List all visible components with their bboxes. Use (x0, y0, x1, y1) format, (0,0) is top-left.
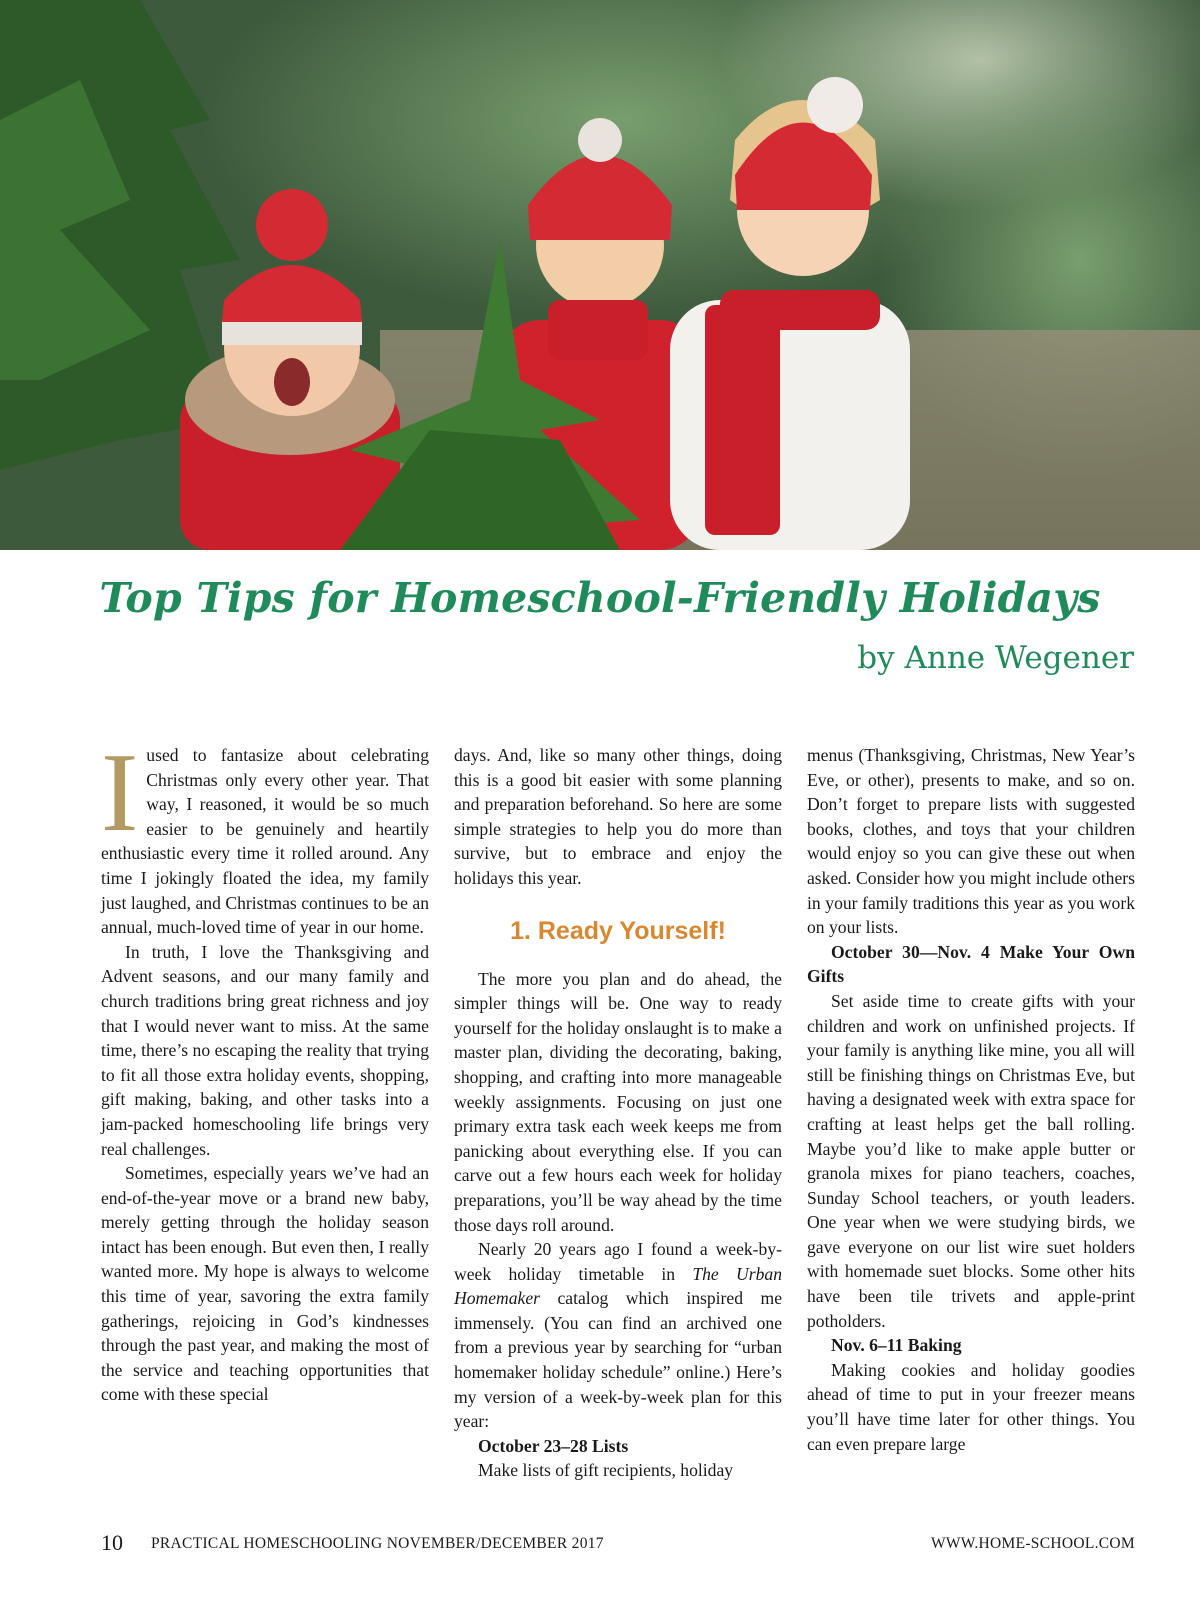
website-url: WWW.HOME-SCHOOL.COM (930, 1535, 1135, 1552)
paragraph: Make lists of gift recipients, holiday (478, 1460, 734, 1481)
paragraph: used to fantasize about celebrating Christmas only every other year. That way, I reasoned, it would be so much easier to be genuinely and heartily enthusiastic every time it rolled around. Any time I jokingly floated the idea, my family just laughed, and Christmas continues to be an annual, much-loved time of year in our home. (101, 745, 429, 938)
drop-cap: I (101, 731, 139, 855)
paragraph: Set aside time to create gifts with your children and work on unfinished projects. If your family is anything like mine, you all will still be finishing things on Christmas Eve, but having a designated week with extra space for crafting at least helps get the ball rolling. Maybe you’d like to make apple butter or granola mixes for piano teachers, coaches, Sunday School teachers, or youth leaders. One year when we were studying birds, we gave everyone on our list wire suet holders with homemade suet blocks. Some other hits have been tile trivets and apple-print potholders. (807, 990, 1135, 1331)
schedule-heading: October 23–28 Lists (478, 1435, 629, 1456)
article-column-1 (101, 731, 429, 1407)
paragraph: Making cookies and holiday goodies ahead of time to put in your freezer means you’ll have time later for other things. You can even prepare large (807, 1359, 1135, 1454)
article-byline: by Anne Wegener (857, 640, 1134, 676)
page-number: 10 (101, 1530, 123, 1555)
catalog-title: The Urban Homemaker (454, 1263, 783, 1309)
paragraph: In truth, I love the Thanksgiving and Advent seasons, and our many family and church traditions bring great richness and joy that I would never want to miss. At the same time, there’s no escaping the reality that trying to fit all those extra holiday events, shopping, gift making, baking, and other tasks into a jam-packed homeschooling life brings very real challenges. (101, 941, 429, 1159)
article-column-2 (454, 743, 782, 1483)
schedule-heading: October 30––Nov. 4 Make Your Own Gifts (807, 941, 1135, 987)
paragraph: Sometimes, especially years we’ve had an end-of-the-year move or a brand new baby, merely getting through the holiday season intact has been enough. But even then, I really wanted more. My hope is always to welcome this time of year, savoring the extra family gatherings, rejoicing in God’s kindnesses through the past year, and making the most of the service and teaching opportunities that come with these special (101, 1163, 429, 1405)
page-footer (101, 1530, 1135, 1558)
text-run: catalog which inspired me immensely. (You can find an archived one from a previous year by searching for “urban homemaker holiday schedule” online.) Here’s my version of a week-by-week plan for this year: (454, 1288, 782, 1432)
magazine-issue: PRACTICAL HOMESCHOOLING NOVEMBER/DECEMBER 2017 (151, 1535, 604, 1552)
paragraph: menus (Thanksgiving, Christmas, New Year’s Eve, or other), presents to make, and so on. Don’t forget to prepare lists with suggested books, clothes, and toys that your children would enjoy so you can give these out when asked. Consider how you might include others in your family traditions this year as you work on your lists. (807, 745, 1135, 938)
paragraph: The more you plan and do ahead, the simpler things will be. One way to ready yourself for the holiday onslaught is to make a master plan, dividing the decorating, baking, shopping, and crafting into more manageable weekly assignments. Focusing on just one primary extra task each week keeps me from panicking about everything else. If you can carve out a few hours each week for holiday preparations, you’ll be way ahead by the time those days roll around. (454, 968, 782, 1235)
schedule-heading: Nov. 6–11 Baking (831, 1335, 962, 1356)
section-heading: 1. Ready Yourself! (510, 916, 726, 945)
hero-photo (0, 0, 1200, 550)
article-title: Top Tips for Homeschool-Friendly Holidays (99, 574, 1101, 622)
article-column-3 (807, 743, 1135, 1456)
paragraph (454, 1237, 782, 1434)
text-run: Nearly 20 years ago I found a week-by-week holiday timetable in (454, 1239, 782, 1284)
hero-illustration (0, 0, 1200, 550)
paragraph: days. And, like so many other things, doing this is a good bit easier with some planning and preparation beforehand. So here are some simple strategies to help you do more than survive, but to embrace and enjoy the holidays this year. (454, 745, 782, 888)
